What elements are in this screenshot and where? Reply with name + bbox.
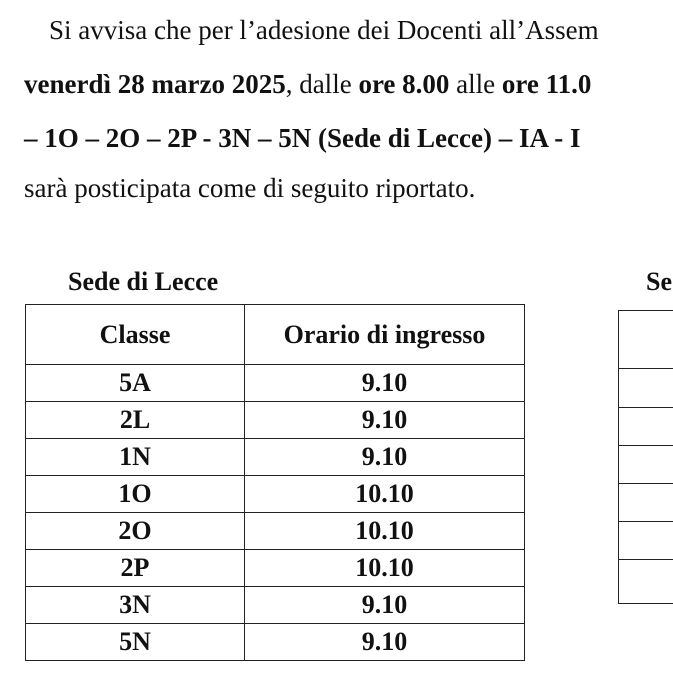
start-time-text: ore 8.00 bbox=[358, 69, 450, 99]
table-row bbox=[26, 402, 525, 439]
table-row-divider bbox=[619, 559, 673, 560]
time-cell: 10.10 bbox=[245, 513, 525, 550]
table-row-divider bbox=[619, 368, 673, 369]
column-header-orario: Orario di ingresso bbox=[245, 305, 525, 365]
time-cell: 9.10 bbox=[245, 402, 525, 439]
class-cell: 2O bbox=[26, 513, 245, 550]
class-cell: 5N bbox=[26, 624, 245, 661]
column-header-classe: Classe bbox=[26, 305, 245, 365]
class-cell: 3N bbox=[26, 587, 245, 624]
class-cell: 2P bbox=[26, 550, 245, 587]
time-cell: 9.10 bbox=[245, 624, 525, 661]
table-row-divider bbox=[619, 521, 673, 522]
end-time-text: ore 11.0 bbox=[501, 69, 592, 99]
notice-line-4-text: sarà posticipata come di seguito riportato. bbox=[24, 173, 476, 203]
time-cell: 10.10 bbox=[245, 550, 525, 587]
class-cell: 2L bbox=[26, 402, 245, 439]
time-cell: 9.10 bbox=[245, 365, 525, 402]
table-row bbox=[26, 513, 525, 550]
table-row bbox=[26, 587, 525, 624]
table-row bbox=[26, 476, 525, 513]
time-cell: 10.10 bbox=[245, 476, 525, 513]
class-cell: 1N bbox=[26, 439, 245, 476]
table-header-row bbox=[26, 305, 525, 365]
notice-line-2-text-b: alle bbox=[449, 69, 502, 99]
class-cell: 5A bbox=[26, 365, 245, 402]
classes-list-text: – 1O – 2O – 2P - 3N – 5N (Sede di Lecce) – IA - I bbox=[24, 123, 581, 153]
class-cell: 1O bbox=[26, 476, 245, 513]
table-row bbox=[26, 550, 525, 587]
notice-line-4 bbox=[24, 172, 475, 204]
notice-line-2 bbox=[24, 68, 591, 100]
time-cell: 9.10 bbox=[245, 439, 525, 476]
schedule-table-lecce bbox=[25, 304, 525, 661]
table-caption-lecce: Sede di Lecce bbox=[68, 267, 219, 296]
notice-line-3 bbox=[24, 122, 580, 154]
table-row-divider bbox=[619, 445, 673, 446]
table-row bbox=[26, 439, 525, 476]
notice-line-1-text: Si avvisa che per l’adesione dei Docenti all’Assem bbox=[49, 15, 599, 45]
notice-line-2-text-a: , dalle bbox=[285, 69, 359, 99]
notice-line-1 bbox=[49, 14, 599, 46]
date-text: venerdì 28 marzo 2025 bbox=[24, 69, 286, 99]
schedule-table-right-partial bbox=[618, 310, 673, 604]
table-row-divider bbox=[619, 483, 673, 484]
time-cell: 9.10 bbox=[245, 587, 525, 624]
table-row-divider bbox=[619, 407, 673, 408]
table-row bbox=[26, 624, 525, 661]
table-caption-right-partial: Se bbox=[646, 267, 672, 296]
table-row bbox=[26, 365, 525, 402]
